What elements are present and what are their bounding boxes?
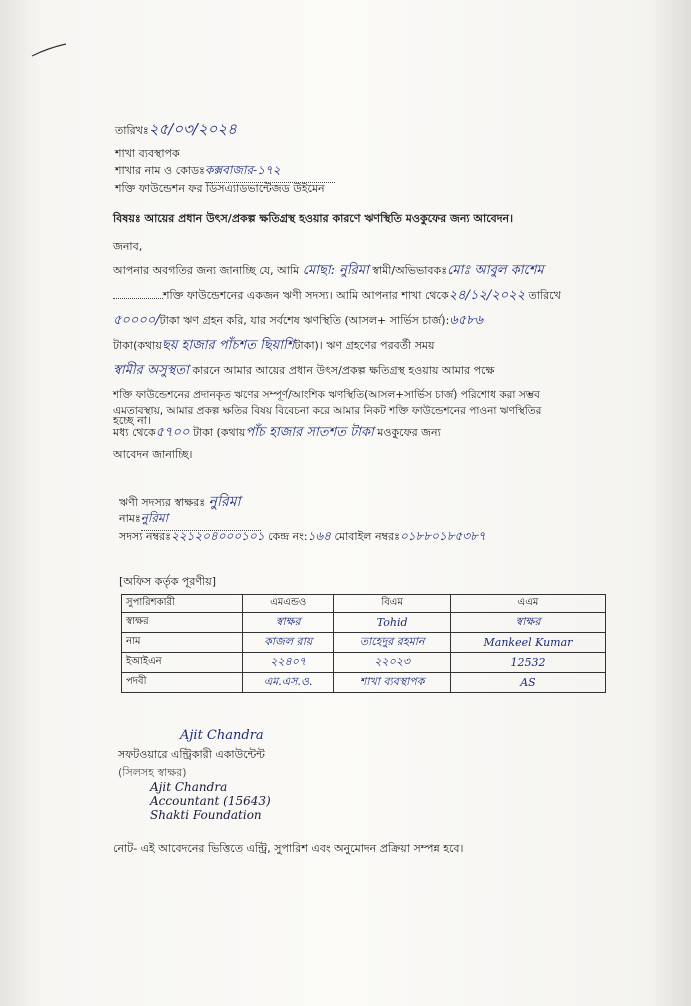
member-name-label: নামঃ xyxy=(119,512,141,525)
cause-value: স্বামীর অসুস্থতা xyxy=(113,363,189,378)
waiver-words-value: পাঁচ হাজার সাতশত টাকা xyxy=(245,425,374,440)
stamp-title: Accountant (15643) xyxy=(150,794,271,808)
office-row-designation xyxy=(122,673,606,693)
office-row-name xyxy=(122,633,606,653)
accountant-role: সফটওয়ারে এন্ট্রিকারী একাউন্টেন্ট xyxy=(118,748,265,761)
am-signature: স্বাক্ষর xyxy=(450,613,605,633)
am-ein: 12532 xyxy=(450,653,605,673)
row-label-ein: ইআইএন xyxy=(122,653,243,673)
office-section-title: [অফিস কর্তৃক পূরণীয়] xyxy=(119,575,216,588)
member-sign-label: ঋণী সদস্যর স্বাক্ষরঃ xyxy=(119,496,206,509)
subject-line: বিষয়ঃ আয়ের প্রধান উৎস/প্রকল্প ক্ষতিগ্রস্থ হওয়ার কারণে ঋণস্থিতি মওকুফের জন্য আবেদন। xyxy=(113,212,514,225)
para1-text-4: তারিখে xyxy=(528,289,561,302)
para2-text-4: মওকুফের জন্য xyxy=(377,426,441,439)
mso-signature: স্বাক্ষর xyxy=(243,613,334,633)
para2-row2 xyxy=(113,422,613,444)
para2-text-2: মধ্য থেকে xyxy=(113,426,156,439)
stamp-name: Ajit Chandra xyxy=(150,780,228,794)
office-header-row xyxy=(122,595,606,613)
guardian-value: মোঃ আবুল কাশেম xyxy=(447,263,544,278)
salutation: জনাব, xyxy=(113,240,143,253)
para1-text-6: টাকা(কথায় xyxy=(113,339,162,352)
row-label-name: নাম xyxy=(122,633,243,653)
accountant-stamp xyxy=(150,780,271,822)
para1-row5 xyxy=(113,358,613,383)
bm-signature: Tohid xyxy=(334,613,451,633)
center-value: ১৬৪ xyxy=(307,529,331,543)
member-id-value: ২২১২০৪০০০১০১ xyxy=(170,529,265,543)
date-line xyxy=(115,118,237,143)
header-bm: বিএম xyxy=(334,595,451,613)
para1-row2 xyxy=(113,283,613,308)
center-label: কেন্দ্র নং: xyxy=(268,530,308,543)
recipient-line: শাখা ব্যবস্থাপক xyxy=(115,147,180,160)
accountant-signature: Ajit Chandra xyxy=(180,728,264,743)
para2-row3: আবেদন জানাচ্ছি। xyxy=(113,448,193,461)
para1-row6: শক্তি ফাউন্ডেশনের প্রদানকৃত ঋণের সম্পূর্ণ/আংশিক ঋণস্থিতি(আসল+সার্ভিস চার্জ) পরিশোধ করা সম্ভব xyxy=(113,389,540,401)
para1-text-2: স্বামী/অভিভাবকঃ xyxy=(372,264,448,277)
waiver-amount-value: ৫৭০০ xyxy=(155,425,190,440)
loan-date-value: ২৪/১২/২০২২ xyxy=(448,288,526,303)
para1-text-1: আপনার অবগতির জন্য জানাচ্ছি যে, আমি xyxy=(113,264,300,277)
am-name: Mankeel Kumar xyxy=(450,633,605,653)
para1-text-5: টাকা ঋণ গ্রহন করি, যার সর্বশেষ ঋণস্থিতি (আসল+ সার্ভিস চার্জ): xyxy=(159,314,450,327)
office-row-signature xyxy=(122,613,606,633)
member-id-label: সদস্য নম্বরঃ xyxy=(119,530,171,543)
am-designation: AS xyxy=(450,673,605,693)
stamp-org: Shakti Foundation xyxy=(150,808,262,822)
para1-row3 xyxy=(113,308,613,333)
header-recommender: সুপারিশকারী xyxy=(122,595,243,613)
bm-name: তাহেদুর রহমান xyxy=(334,633,451,653)
mso-name: কাজল রায় xyxy=(243,633,334,653)
para2-row1: এমতাবস্থায়, আমার প্রকল্প ক্ষতির বিষয় বিবেচনা করে আমার নিকট শক্তি ফাউন্ডেশনের পাওনা ঋণস্থিতির xyxy=(113,405,542,417)
row-label-signature: স্বাক্ষর xyxy=(122,613,243,633)
header-am: এএম xyxy=(450,595,605,613)
para1-text-3: শক্তি ফাউন্ডেশনের একজন ঋণী সদস্য। আমি আপনার শাখা থেকে xyxy=(163,289,449,302)
para1-text-8: কারনে আমার আয়ের প্রধান উৎস/প্রকল্প ক্ষতিগ্রস্থ হওয়ায় আমার পক্ষে xyxy=(192,364,495,377)
para1-text-7: টাকা)। ঋণ গ্রহণের পরবর্তী সময় xyxy=(294,339,435,352)
member-signature: নুরিমা xyxy=(208,494,241,510)
branch-label: শাখার নাম ও কোডঃ xyxy=(115,164,205,177)
org-line: শক্তি ফাউন্ডেশন ফর ডিসএ্যাডভান্টেজড উইমেন xyxy=(115,182,325,195)
member-name-value: নুরিমা xyxy=(141,510,261,531)
office-row-ein xyxy=(122,653,606,673)
para2-text-3: টাকা (কথায় xyxy=(192,426,246,439)
loan-amount-value: ৫০০০০/ xyxy=(113,313,160,328)
row-label-designation: পদবী xyxy=(122,673,243,693)
applicant-name-value: মোছা: নুরিমা xyxy=(302,263,369,278)
header-mso: এমএন্ডও xyxy=(243,595,334,613)
balance-value: ৬৫৮৬ xyxy=(449,313,484,328)
application-paragraph-2 xyxy=(113,400,613,466)
mso-designation: এম.এস.ও. xyxy=(243,673,334,693)
member-id-line xyxy=(119,528,486,548)
para1-row4 xyxy=(113,333,613,358)
mobile-label: মোবাইল নম্বরঃ xyxy=(334,530,400,543)
office-table xyxy=(121,594,606,693)
para1-row1 xyxy=(113,258,613,283)
seal-prefix: (সিলসহ স্বাক্ষর) xyxy=(118,766,187,779)
branch-value: কক্সবাজার-১৭২ xyxy=(205,162,335,183)
mso-ein: ২২৪০৭ xyxy=(243,653,334,673)
date-value: ২৫/০৩/২০২৪ xyxy=(148,120,237,138)
footnote: নোট- এই আবেদনের ভিত্তিতে এন্ট্রি, সুপারিশ এবং অনুমোদন প্রক্রিয়া সম্পন্ন হবে। xyxy=(113,842,464,855)
para1-row7: হচ্ছে না। xyxy=(113,414,151,427)
pen-mark-icon xyxy=(30,40,70,60)
mobile-value: ০১৮৮০১৮৫৩৮৭ xyxy=(399,529,486,543)
bm-designation: শাখা ব্যবস্থাপক xyxy=(334,673,451,693)
date-label: তারিখঃ xyxy=(115,124,149,137)
bm-ein: ২২০২৩ xyxy=(334,653,451,673)
balance-words-value: ছয় হাজার পাঁচশত ছিয়াশি xyxy=(161,338,295,353)
